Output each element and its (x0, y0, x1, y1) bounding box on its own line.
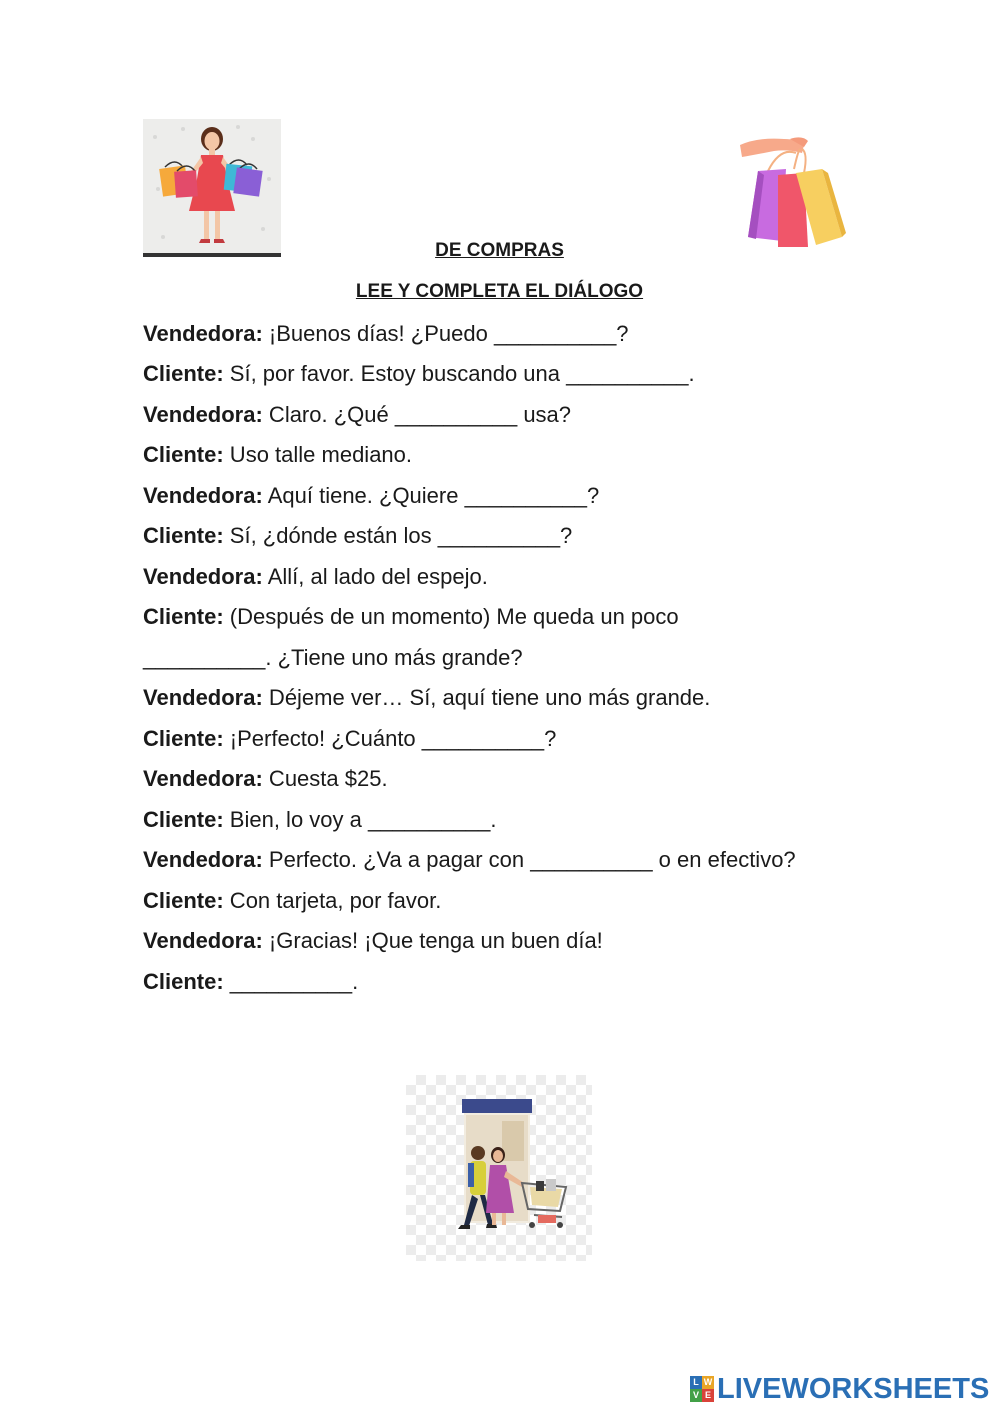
dialogue-line (143, 442, 412, 468)
dialogue-line (143, 847, 796, 873)
line-text: Perfecto. ¿Va a pagar con __________ o en efectivo? (262, 847, 796, 872)
line-text: Allí, al lado del espejo. (262, 564, 488, 589)
dialogue-line (143, 888, 441, 914)
logo-letter: V (690, 1389, 702, 1402)
dialogue-line (143, 361, 695, 387)
line-text: __________. (223, 969, 359, 994)
dialogue-line (143, 645, 523, 671)
dialogue-line (143, 604, 679, 630)
logo-letter: W (703, 1377, 713, 1387)
liveworksheets-logo (690, 1373, 989, 1405)
liveworksheets-logo-icon (690, 1376, 714, 1402)
speaker-label: Vendedora: (143, 847, 263, 872)
speaker-label: Cliente: (143, 523, 224, 548)
speaker-label: Cliente: (143, 726, 224, 751)
speaker-label: Vendedora: (143, 928, 263, 953)
dialogue-line (143, 807, 496, 833)
speaker-label: Vendedora: (143, 564, 263, 589)
speaker-label: Vendedora: (143, 402, 263, 427)
speaker-label: Cliente: (143, 807, 224, 832)
woman-shopping-illustration (143, 119, 281, 257)
dialogue-line (143, 726, 556, 752)
speaker-label: Cliente: (143, 442, 224, 467)
speaker-label: Vendedora: (143, 766, 263, 791)
dialogue-line (143, 928, 603, 954)
speaker-label: Vendedora: (143, 685, 263, 710)
couple-cart-image (406, 1075, 592, 1261)
couple-cart-illustration (406, 1075, 592, 1261)
dialogue-line (143, 969, 358, 995)
speaker-label: Cliente: (143, 969, 224, 994)
line-text: Sí, por favor. Estoy buscando una __________. (223, 361, 695, 386)
line-text: Sí, ¿dónde están los __________? (223, 523, 573, 548)
line-text: ¡Perfecto! ¿Cuánto __________? (223, 726, 557, 751)
liveworksheets-brand: LIVEWORKSHEETS (717, 1372, 990, 1405)
dialogue-line (143, 685, 710, 711)
hand-bags-image (738, 133, 846, 251)
line-text: Cuesta $25. (262, 766, 388, 791)
dialogue-line (143, 766, 388, 792)
line-text: Uso talle mediano. (223, 442, 413, 467)
dialogue-line (143, 523, 572, 549)
line-text: ¡Buenos días! ¿Puedo __________? (262, 321, 629, 346)
speaker-label: Cliente: (143, 604, 224, 629)
speaker-label: Cliente: (143, 888, 224, 913)
dialogue-line (143, 564, 488, 590)
dialogue-line (143, 483, 599, 509)
line-text: Déjeme ver… Sí, aquí tiene uno más grande. (262, 685, 711, 710)
dialogue-line (143, 402, 571, 428)
speaker-label: Vendedora: (143, 483, 263, 508)
speaker-label: Cliente: (143, 361, 224, 386)
line-text: Bien, lo voy a __________. (223, 807, 497, 832)
logo-letter: L (690, 1376, 702, 1389)
line-text: Con tarjeta, por favor. (223, 888, 442, 913)
hand-bags-illustration (738, 133, 846, 251)
page-title: DE COMPRAS (435, 240, 564, 261)
line-text: Aquí tiene. ¿Quiere __________? (262, 483, 600, 508)
speaker-label: Vendedora: (143, 321, 263, 346)
page-subtitle: LEE Y COMPLETA EL DIÁLOGO (355, 281, 644, 302)
line-text: (Después de un momento) Me queda un poco (223, 604, 679, 629)
line-text: ¡Gracias! ¡Que tenga un buen día! (262, 928, 603, 953)
woman-shopping-image (143, 119, 281, 257)
line-text: __________. ¿Tiene uno más grande? (143, 645, 523, 670)
line-text: Claro. ¿Qué __________ usa? (262, 402, 572, 427)
dialogue-line (143, 321, 629, 347)
logo-letter: E (702, 1389, 714, 1402)
